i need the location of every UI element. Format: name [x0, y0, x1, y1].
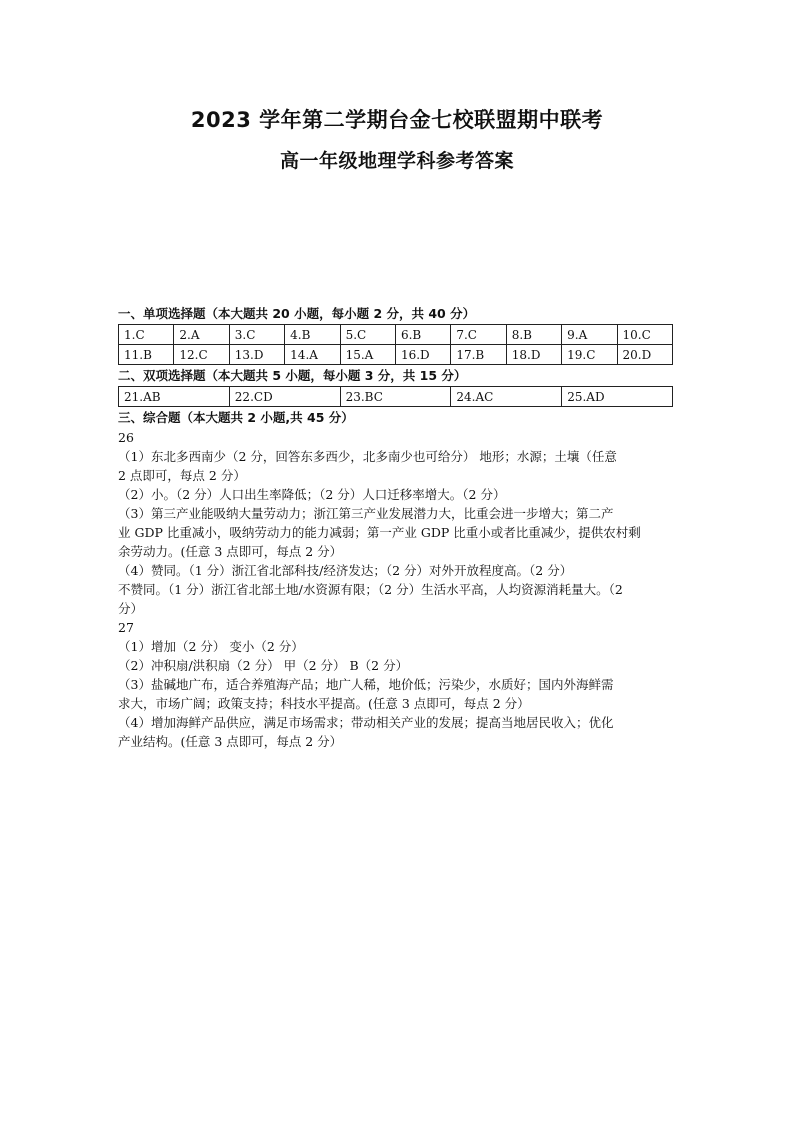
answer-cell: 4.B: [285, 325, 340, 345]
answer-cell: 2.A: [174, 325, 229, 345]
table-row: [119, 387, 673, 407]
answer-cell: 8.B: [506, 325, 561, 345]
answer-cell: 7.C: [451, 325, 506, 345]
answer-cell: 6.B: [395, 325, 450, 345]
answer-cell: 3.C: [229, 325, 284, 345]
answer-cell: 22.CD: [229, 387, 340, 407]
question-26-number: 26: [118, 430, 134, 445]
section1-heading: 一、单项选择题（本大题共 20 小题，每小题 2 分，共 40 分）: [118, 306, 476, 321]
page-subtitle: 高一年级地理学科参考答案: [279, 150, 514, 172]
answer-cell: 17.B: [451, 345, 506, 365]
answer-cell: 24.AC: [451, 387, 562, 407]
answer-line: （1）东北多西南少（2 分，回答东多西少，北多南少也可给分） 地形；水源；土壤（任意: [118, 449, 617, 464]
answer-line: 2 点即可，每点 2 分）: [118, 468, 246, 483]
answer-cell: 12.C: [174, 345, 229, 365]
answer-line: （2）冲积扇/洪积扇（2 分） 甲（2 分） B（2 分）: [118, 658, 409, 673]
double-choice-answer-table: [118, 386, 673, 407]
table-row: [119, 345, 673, 365]
answer-cell: 21.AB: [119, 387, 230, 407]
answer-line: 分）: [118, 601, 144, 616]
section2-heading: 二、双项选择题（本大题共 5 小题，每小题 3 分，共 15 分）: [118, 368, 467, 383]
answer-line: （2）小。（2 分）人口出生率降低；（2 分）人口迁移率增大。（2 分）: [118, 487, 506, 502]
answer-cell: 13.D: [229, 345, 284, 365]
answer-cell: 15.A: [340, 345, 395, 365]
section3-heading: 三、综合题（本大题共 2 小题,共 45 分）: [118, 410, 354, 425]
answer-cell: 1.C: [119, 325, 174, 345]
answer-cell: 11.B: [119, 345, 174, 365]
answer-cell: 16.D: [395, 345, 450, 365]
answer-line: （3）盐碱地广布，适合养殖海产品；地广人稀，地价低；污染少，水质好；国内外海鲜需: [118, 677, 614, 692]
answer-cell: 25.AD: [562, 387, 673, 407]
answer-line: 业 GDP 比重减小，吸纳劳动力的能力减弱；第一产业 GDP 比重小或者比重减少，提供农村剩: [118, 525, 641, 540]
answer-cell: 18.D: [506, 345, 561, 365]
answer-line: （3）第三产业能吸纳大量劳动力；浙江第三产业发展潜力大，比重会进一步增大；第二产: [118, 506, 614, 521]
answer-cell: 9.A: [562, 325, 617, 345]
page-title: 2023 学年第二学期台金七校联盟期中联考: [190, 108, 604, 132]
answer-cell: 20.D: [617, 345, 672, 365]
question-27-number: 27: [118, 620, 134, 635]
answer-line: 余劳动力。(任意 3 点即可，每点 2 分）: [118, 544, 343, 559]
table-row: [119, 325, 673, 345]
answer-line: 不赞同。（1 分）浙江省北部土地/水资源有限；（2 分）生活水平高，人均资源消耗量大。（2: [118, 582, 623, 597]
answer-line: 产业结构。(任意 3 点即可，每点 2 分）: [118, 734, 343, 749]
single-choice-answer-table: [118, 324, 673, 365]
answer-line: （4）赞同。（1 分）浙江省北部科技/经济发达；（2 分）对外开放程度高。（2 分）: [118, 563, 573, 578]
answer-cell: 23.BC: [340, 387, 451, 407]
answer-cell: 10.C: [617, 325, 672, 345]
answer-cell: 5.C: [340, 325, 395, 345]
answer-cell: 14.A: [285, 345, 340, 365]
answer-line: 求大，市场广阔；政策支持；科技水平提高。(任意 3 点即可，每点 2 分）: [118, 696, 530, 711]
answer-content: [118, 305, 678, 751]
answer-line: （4）增加海鲜产品供应，满足市场需求；带动相关产业的发展；提高当地居民收入；优化: [118, 715, 614, 730]
answer-line: （1）增加（2 分） 变小（2 分）: [118, 639, 304, 654]
answer-cell: 19.C: [562, 345, 617, 365]
